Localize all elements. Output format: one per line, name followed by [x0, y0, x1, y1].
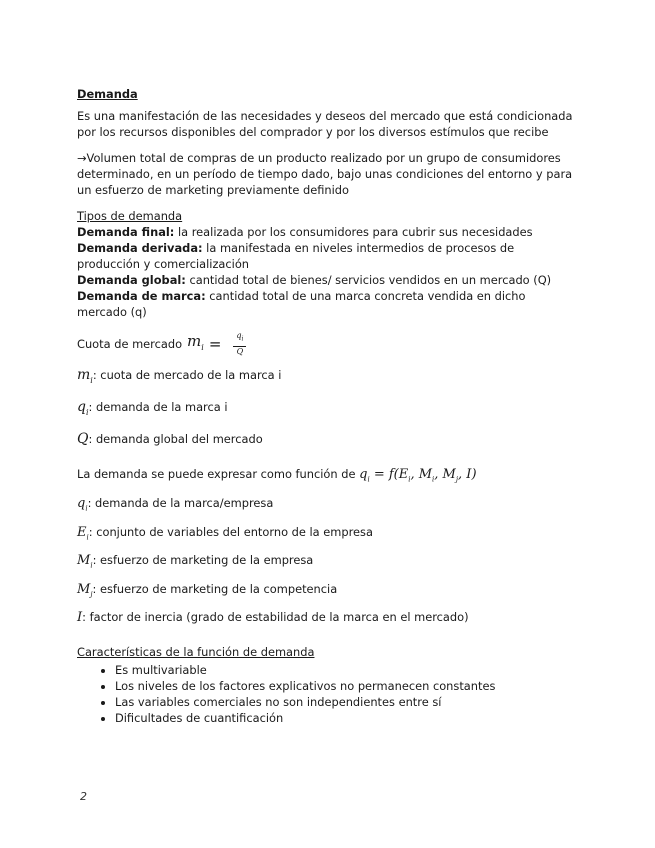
- formula-symbol: $m_i$: [187, 331, 204, 352]
- type-item: [77, 272, 577, 288]
- types-title: Tipos de demanda: [77, 209, 183, 223]
- variable-desc: : factor de inercia (grado de estabilidad de la marca en el mercado): [82, 610, 469, 625]
- variable-symbol: $E_i$: [77, 524, 89, 542]
- symbol-desc: : demanda de la marca i: [88, 399, 228, 414]
- function-formula: $q_i = f(E_i$, $M_i$, $M_j$, I): [359, 467, 477, 484]
- symbol: $m_i$: [77, 367, 93, 385]
- types-section: [77, 208, 577, 320]
- list-item: • Dificultades de cuantificación: [115, 710, 577, 726]
- page-number: 2: [80, 790, 87, 803]
- variable-row: [77, 581, 577, 603]
- list-item: • Los niveles de los factores explicativos no permanecen constantes: [115, 678, 577, 694]
- fraction-denominator: Q: [236, 346, 244, 356]
- type-desc: la realizada por los consumidores para cubrir sus necesidades: [174, 225, 533, 239]
- type-term: Demanda derivada:: [77, 241, 203, 255]
- function-variables: [77, 495, 577, 631]
- formula-label: Cuota de mercado: [77, 337, 183, 351]
- variable-symbol: $M_j$: [77, 581, 93, 599]
- list-item: • Las variables comerciales no son independientes entre sí: [115, 694, 577, 710]
- type-item: [77, 288, 577, 320]
- demand-function: [77, 466, 577, 488]
- variable-row: [77, 495, 577, 517]
- symbol-row: [77, 431, 577, 453]
- fraction-numerator: $q_i$: [233, 331, 246, 347]
- type-item: [77, 240, 577, 272]
- function-intro: La demanda se puede expresar como función de: [77, 467, 356, 482]
- page-title: Demanda: [77, 87, 138, 101]
- variable-row: [77, 609, 577, 631]
- variable-desc: : conjunto de variables del entorno de la empresa: [88, 524, 373, 539]
- type-desc: cantidad total de una marca concreta vendida en dicho mercado (q): [77, 289, 526, 319]
- document-page: [77, 86, 577, 726]
- type-term: Demanda final:: [77, 225, 175, 239]
- type-desc: cantidad total de bienes/ servicios vendidos en un mercado (Q): [185, 273, 552, 287]
- intro-paragraph: Es una manifestación de las necesidades y deseos del mercado que está condicionada por los recursos disponibles del comprador y por los diversos estímulos que recibe: [77, 109, 573, 139]
- variable-symbol: $q_i$: [77, 495, 88, 513]
- symbol-row: [77, 367, 577, 389]
- definition-paragraph: →Volumen total de compras de un producto realizado por un grupo de consumidores determinado, en un período de tiempo dado, bajo unas condiciones del entorno y para un esfuerzo de marketing previamente definido: [77, 151, 573, 197]
- type-term: Demanda global:: [77, 273, 186, 287]
- types-list: [77, 224, 577, 320]
- characteristics-list: [77, 662, 577, 726]
- variable-row: [77, 524, 577, 546]
- variable-symbol: $M_i$: [77, 553, 93, 570]
- variable-desc: : esfuerzo de marketing de la competencia: [92, 581, 338, 596]
- variable-desc: : demanda de la marca/empresa: [87, 495, 274, 510]
- variable-symbol: I: [77, 610, 83, 626]
- characteristics-title: Características de la función de demanda: [77, 644, 315, 659]
- list-item: • Es multivariable: [115, 662, 577, 678]
- characteristics-section: [77, 644, 577, 726]
- symbol-desc: : demanda global del mercado: [88, 431, 263, 446]
- market-share-formula: [77, 331, 577, 357]
- variable-desc: : esfuerzo de marketing de la empresa: [92, 553, 314, 568]
- formula-equals: =: [208, 335, 222, 353]
- symbol: $q_i$: [77, 398, 89, 417]
- type-desc: la manifestada en niveles intermedios de procesos de producción y comercialización: [77, 241, 515, 271]
- symbol-row: [77, 399, 577, 421]
- formula-fraction: [233, 331, 246, 357]
- type-term: Demanda de marca:: [77, 289, 206, 303]
- type-item: [77, 224, 577, 240]
- symbol: Q: [77, 430, 89, 447]
- symbol-definitions: [77, 367, 577, 452]
- variable-row: [77, 552, 577, 574]
- symbol-desc: : cuota de mercado de la marca i: [92, 368, 282, 382]
